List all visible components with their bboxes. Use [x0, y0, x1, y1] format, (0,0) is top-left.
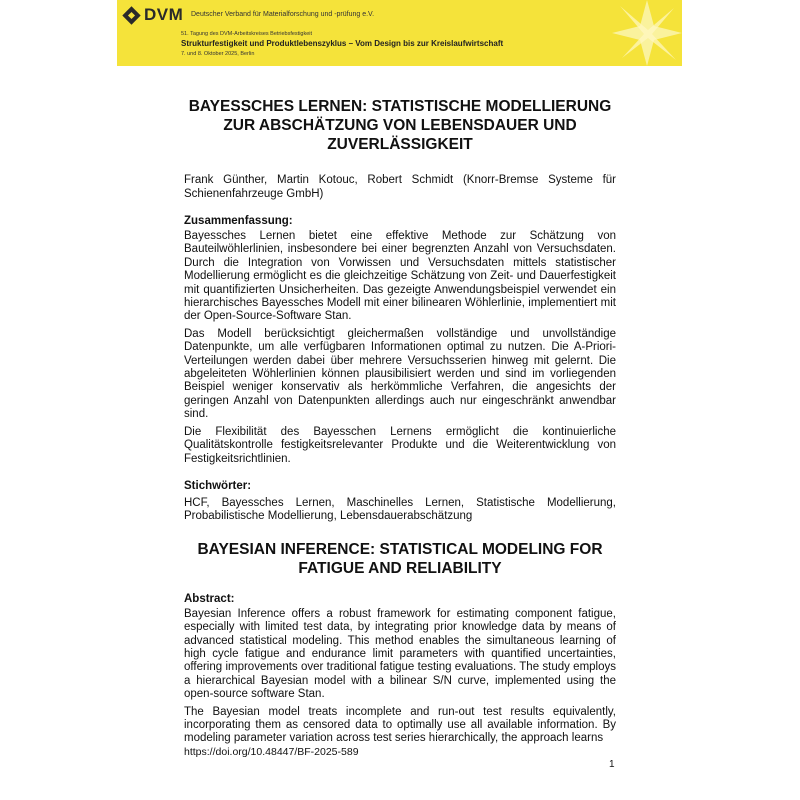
keywords-heading: Stichwörter:: [184, 479, 252, 492]
page-number: 1: [609, 759, 615, 770]
summary-paragraph: Die Flexibilität des Bayesschen Lernens ermöglicht die kontinuierliche Qualitätskontrolle festigkeitsrelevanter Produkte und die Weiterentwicklung von Festigkeitsrichtlinien.: [184, 425, 616, 465]
star-decoration-icon: [612, 0, 682, 66]
title-german: BAYESSCHES LERNEN: STATISTISCHE MODELLIERUNG ZUR ABSCHÄTZUNG VON LEBENSDAUER UND ZUVERLÄSSIGKEIT: [188, 98, 612, 153]
conference-date: 7. und 8. Oktober 2025, Berlin: [181, 51, 255, 57]
keywords: HCF, Bayessches Lernen, Maschinelles Lernen, Statistische Modellierung, Probabilistische Modellierung, Lebensdauerabschätzung: [184, 496, 616, 523]
summary-heading: Zusammenfassung:: [184, 215, 293, 227]
abstract-paragraph: The Bayesian model treats incomplete and run-out test results equivalently, incorporating them as censored data to optimally use all available information. By modeling parameter variation across test series hierarchically, the approach learns: [184, 705, 616, 745]
dvm-logo-icon: [122, 6, 140, 24]
dvm-logo-text: DVM: [144, 5, 184, 24]
conference-title: Strukturfestigkeit und Produktlebenszyklus – Vom Design bis zur Kreislaufwirtschaft: [181, 39, 504, 48]
doi-link[interactable]: https://doi.org/10.48447/BF-2025-589: [184, 746, 359, 758]
summary-paragraph: Das Modell berücksichtigt gleichermaßen vollständige und unvollständige Datenpunkte, um alle verfügbaren Informationen optimal zu nutzen. Die A-Priori-Verteilungen werden dabei über mehrere Versuchsserien hinweg mit gelernt. Die abgeleiteten Wöhlerlinien können plausibilisiert werden und sind im vorliegenden Beispiel weniger konservativ als herkömmliche Verfahren, die angesichts der geringen Anzahl von Datenpunkten allerdings auch nur eingeschränkt anwendbar sind.: [184, 327, 616, 421]
summary-paragraph: Bayessches Lernen bietet eine effektive Methode zur Schätzung von Bauteilwöhlerlinien, insbesondere bei einer begrenzten Anzahl von Versuchsdaten. Durch die Integration von Vorwissen und Versuchsdaten mittels statistischer Modellierung ermöglicht es die gleichzeitige Schätzung von Zeit- und Dauerfestigkeit mit quantifizierten Unsicherheiten. Das gezeigte Anwendungsbeispiel verwendet ein hierarchisches Bayessches Modell mit einer bilinearen Wöhlerlinie, implementiert mit der Open-Source-Software Stan.: [184, 230, 616, 323]
title-english: BAYESIAN INFERENCE: STATISTICAL MODELING FOR FATIGUE AND RELIABILITY: [197, 540, 603, 577]
meeting-line: 51. Tagung des DVM-Arbeitskreises Betriebsfestigkeit: [181, 31, 313, 37]
organization-name: Deutscher Verband für Materialforschung und -prüfung e.V.: [191, 11, 375, 18]
conference-banner: [117, 0, 682, 66]
paper-body: [184, 97, 616, 746]
abstract-paragraph: Bayesian Inference offers a robust framework for estimating component fatigue, especially with limited test data, by integrating prior knowledge data by means of advanced statistical modeling. This method enables the simultaneous learning of high cycle fatigue and endurance limit parameters with quantified uncertainties, offering improvements over traditional fatigue testing evaluations. The study employs a hierarchical Bayesian model with a bilinear S/N curve, implemented using the open-source software Stan.: [184, 607, 616, 701]
abstract-heading: Abstract:: [184, 592, 235, 605]
authors: Frank Günther, Martin Kotouc, Robert Schmidt (Knorr-Bremse Systeme für Schienenfahrzeuge GmbH): [184, 174, 616, 200]
